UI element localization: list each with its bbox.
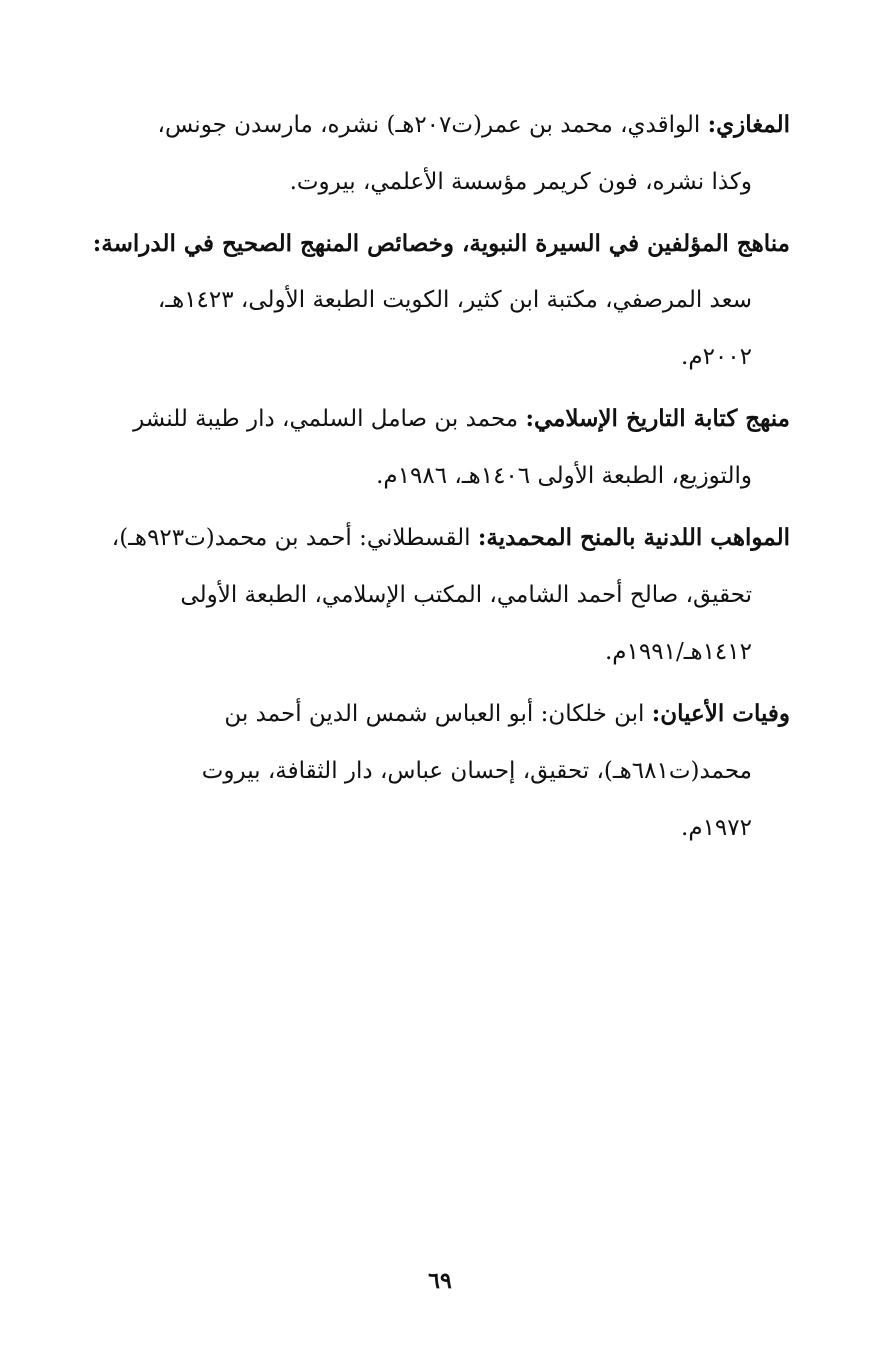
entry-title: وفيات الأعيان: <box>651 700 790 727</box>
bibliography-entry-wafayat <box>82 685 790 857</box>
bibliography-entry-mawahib <box>82 509 790 681</box>
entry-continuation: ١٤١٢هـ/١٩٩١م. <box>604 639 752 665</box>
entry-continuation: سعد المرصفي، مكتبة ابن كثير، الكويت الطبعة الأولى، ١٤٢٣هـ، <box>157 287 752 313</box>
entry-first-line <box>82 685 790 743</box>
bibliography-entry-manhaj <box>82 390 790 505</box>
bibliography-entry-maghazi <box>82 96 790 211</box>
entry-text: محمد بن صامل السلمي، دار طيبة للنشر <box>133 406 526 432</box>
entry-title: المواهب اللدنية بالمنح المحمدية: <box>477 524 790 551</box>
entry-first-line <box>82 96 790 154</box>
entry-continuation: ٢٠٠٢م. <box>681 344 752 370</box>
entry-title: المغازي: <box>707 111 790 138</box>
entry-continuation: والتوزيع، الطبعة الأولى ١٤٠٦هـ، ١٩٨٦م. <box>376 463 752 489</box>
entry-continuation: ١٩٧٢م. <box>681 815 752 841</box>
entry-first-line <box>82 509 790 567</box>
entry-text: القسطلاني: أحمد بن محمد(ت٩٢٣هـ)، <box>111 525 478 551</box>
page-number: ٦٩ <box>428 1268 452 1294</box>
entry-text: الواقدي، محمد بن عمر(ت٢٠٧هـ) نشره، مارسدن جونس، <box>157 112 708 138</box>
bibliography-entry-manahij <box>82 215 790 386</box>
entry-continuation: تحقيق، صالح أحمد الشامي، المكتب الإسلامي، الطبعة الأولى <box>180 582 752 608</box>
entry-title: منهج كتابة التاريخ الإسلامي: <box>525 405 790 432</box>
entry-text: ابن خلكان: أبو العباس شمس الدين أحمد بن <box>224 701 652 727</box>
entry-title: مناهج المؤلفين في السيرة النبوية، وخصائص المنهج الصحيح في الدراسة: <box>92 230 790 257</box>
entry-continuation: وكذا نشره، فون كريمر مؤسسة الأعلمي، بيروت. <box>289 169 752 195</box>
entry-continuation: محمد(ت٦٨١هـ)، تحقيق، إحسان عباس، دار الثقافة، بيروت <box>201 758 752 784</box>
bibliography-page <box>82 96 790 861</box>
entry-first-line <box>82 390 790 448</box>
